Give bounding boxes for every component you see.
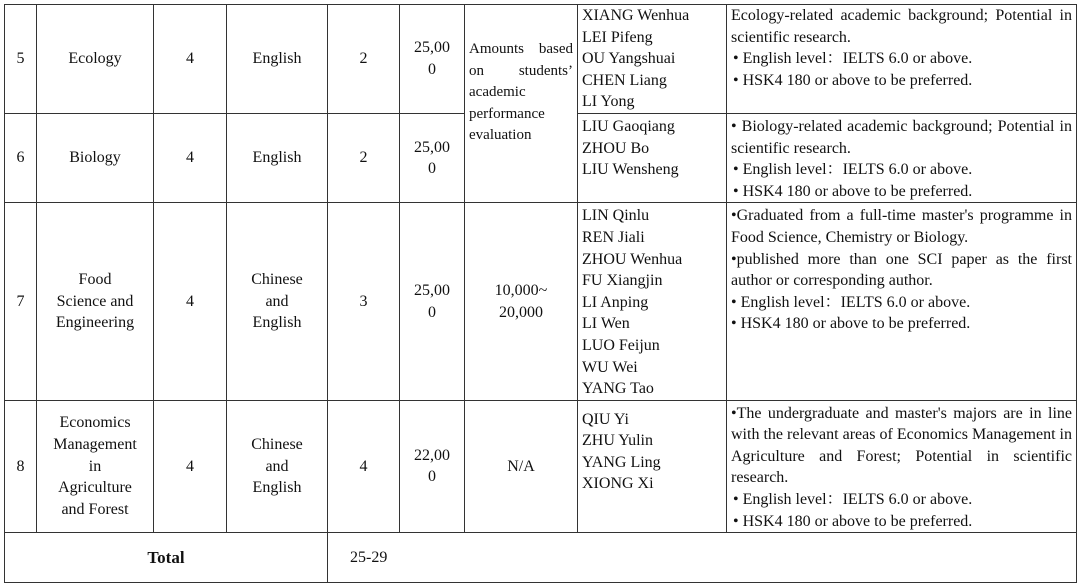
scholarship-cell	[465, 203, 578, 400]
supervisor-name: YANG Ling	[582, 453, 661, 471]
supervisors-cell	[578, 113, 727, 202]
requirements-cell	[727, 113, 1077, 202]
requirements-cell	[727, 5, 1077, 114]
language-cell	[227, 5, 328, 114]
language-line: Chinese	[251, 271, 303, 289]
supervisor-name: YANG Tao	[582, 380, 654, 398]
scholarship-line: N/A	[507, 457, 535, 475]
major-cell	[37, 113, 154, 202]
major-cell	[37, 5, 154, 114]
supervisor-name: LIU Wensheng	[582, 161, 679, 179]
tuition-cell	[400, 5, 465, 114]
tuition-line: 0	[428, 160, 436, 178]
requirements-cell	[727, 203, 1077, 400]
requirement-text: • Biology-related academic background; Potential in scientific research.	[731, 117, 1072, 157]
major-name: Management	[53, 436, 137, 454]
quota-cell: 4	[328, 400, 400, 533]
supervisor-name: XIANG Wenhua	[582, 7, 690, 24]
table-row	[5, 203, 1077, 400]
tuition-cell	[400, 400, 465, 533]
tuition-cell	[400, 203, 465, 400]
major-name: Biology	[69, 149, 121, 167]
total-label: Total	[5, 533, 328, 583]
tuition-line: 25,00	[414, 138, 450, 156]
tuition-cell	[400, 113, 465, 202]
supervisors-cell	[578, 203, 727, 400]
requirement-text: •The undergraduate and master's majors are in line with the relevant areas of Economics Management in Agriculture and Forest; Potential in scientific research.	[731, 404, 1072, 487]
supervisor-name: FU Xiangjin	[582, 272, 663, 290]
major-name: Food	[78, 271, 112, 289]
language-line: English	[252, 479, 302, 497]
requirement-text: • English level：IELTS 6.0 or above.	[733, 161, 973, 179]
quota-cell: 3	[328, 203, 400, 400]
duration-cell: 4	[154, 400, 227, 533]
major-name: and Forest	[61, 500, 129, 518]
tuition-line: 22,00	[414, 446, 450, 464]
supervisor-name: OU Yangshuai	[582, 50, 676, 68]
supervisor-name: CHEN Liang	[582, 71, 667, 89]
scholarship-cell	[465, 400, 578, 533]
language-line: and	[265, 292, 289, 310]
requirement-text: • HSK4 180 or above to be preferred.	[733, 71, 973, 89]
requirement-text: •published more than one SCI paper as the first author or corresponding author.	[731, 250, 1072, 290]
major-name: in	[88, 457, 102, 475]
supervisor-name: QIU Yi	[582, 410, 629, 428]
supervisor-name: ZHOU Bo	[582, 139, 650, 157]
total-row	[5, 533, 1077, 583]
supervisor-name: LI Wen	[582, 315, 630, 333]
duration-cell: 4	[154, 203, 227, 400]
supervisor-name: WU Wei	[582, 358, 638, 376]
table-row	[5, 400, 1077, 533]
requirement-text: • English level：IELTS 6.0 or above.	[733, 50, 973, 68]
language-line: English	[252, 314, 302, 332]
supervisor-name: LEI Pifeng	[582, 28, 653, 46]
major-name: Agriculture	[58, 479, 132, 497]
language-cell	[227, 400, 328, 533]
requirement-text: • HSK4 180 or above to be preferred.	[733, 512, 973, 530]
row-number: 6	[5, 113, 37, 202]
scholarship-line: 10,000~	[494, 281, 548, 299]
supervisor-name: ZHU Yulin	[582, 432, 653, 450]
supervisor-name: ZHOU Wenhua	[582, 250, 683, 268]
tuition-line: 0	[428, 303, 436, 321]
major-name: Engineering	[55, 314, 135, 332]
programme-table	[4, 4, 1077, 583]
major-name: Economics	[59, 414, 131, 432]
requirement-text: • English level：IELTS 6.0 or above.	[733, 491, 973, 509]
language-line: English	[252, 50, 302, 68]
tuition-line: 25,00	[414, 39, 450, 57]
row-number: 7	[5, 203, 37, 400]
requirement-text: •Graduated from a full-time master's programme in Food Science, Chemistry or Biology.	[731, 207, 1072, 246]
major-cell	[37, 400, 154, 533]
supervisor-name: LUO Feijun	[582, 336, 660, 354]
supervisor-name: LIU Gaoqiang	[582, 117, 675, 135]
language-cell	[227, 203, 328, 400]
duration-cell: 4	[154, 5, 227, 114]
requirements-cell	[727, 400, 1077, 533]
quota-cell: 2	[328, 113, 400, 202]
total-value: 25-29	[328, 533, 1077, 583]
major-name: Science and	[56, 292, 134, 310]
major-cell	[37, 203, 154, 400]
requirement-text: Ecology-related academic background; Potential in scientific research.	[731, 7, 1072, 46]
supervisor-name: LIN Qinlu	[582, 207, 650, 225]
language-line: Chinese	[251, 436, 303, 454]
supervisor-name: XIONG Xi	[582, 475, 654, 493]
row-number: 5	[5, 5, 37, 114]
scholarship-text: Amounts based on students’ academic performance evaluation	[469, 41, 573, 143]
language-cell	[227, 113, 328, 202]
requirement-text: • HSK4 180 or above to be preferred.	[731, 315, 971, 333]
supervisor-name: REN Jiali	[582, 228, 645, 246]
tuition-line: 25,00	[414, 281, 450, 299]
language-line: English	[252, 149, 302, 167]
supervisor-name: LI Anping	[582, 293, 649, 311]
language-line: and	[265, 457, 289, 475]
requirement-text: • English level：IELTS 6.0 or above.	[731, 293, 971, 311]
supervisor-name: LI Yong	[582, 93, 635, 111]
tuition-line: 0	[428, 468, 436, 486]
supervisors-cell	[578, 400, 727, 533]
table-row	[5, 5, 1077, 114]
major-name: Ecology	[68, 50, 122, 68]
requirement-text: • HSK4 180 or above to be preferred.	[733, 182, 973, 200]
tuition-line: 0	[428, 60, 436, 78]
scholarship-cell	[465, 5, 578, 203]
scholarship-line: 20,000	[499, 303, 543, 321]
row-number: 8	[5, 400, 37, 533]
supervisors-cell	[578, 5, 727, 114]
duration-cell: 4	[154, 113, 227, 202]
quota-cell: 2	[328, 5, 400, 114]
